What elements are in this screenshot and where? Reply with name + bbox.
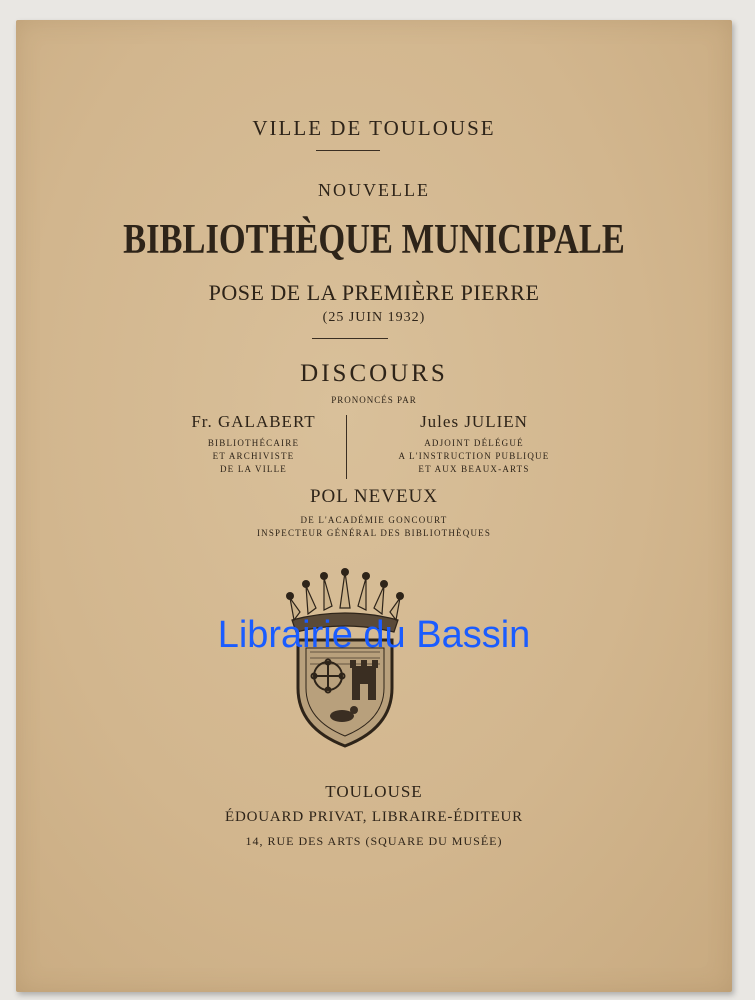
speaker-role-line: ET ARCHIVISTE	[212, 451, 295, 461]
speaker-name: Fr. GALABERT	[191, 412, 316, 431]
speaker-role-line: DE L'ACADÉMIE GONCOURT	[300, 515, 448, 525]
main-title: BIBLIOTHÈQUE MUNICIPALE	[123, 217, 625, 263]
header-rule	[316, 150, 380, 151]
speaker-role-line: A L'INSTRUCTION PUBLIQUE	[398, 451, 550, 461]
speaker-role-line: BIBLIOTHÉCAIRE	[207, 438, 300, 448]
speaker-galabert	[161, 412, 346, 476]
speaker-role-line: ADJOINT DÉLÉGUÉ	[424, 438, 524, 448]
speaker-role-line: DE LA VILLE	[219, 464, 288, 474]
speaker-role-line: INSPECTEUR GÉNÉRAL DES BIBLIOTHÈQUES	[256, 528, 492, 538]
column-divider	[346, 415, 347, 479]
book-cover	[16, 20, 732, 992]
publisher-address: 14, RUE DES ARTS (SQUARE DU MUSÉE)	[245, 834, 503, 848]
speaker-name: Jules JULIEN	[420, 412, 528, 431]
publisher-city: TOULOUSE	[325, 782, 423, 801]
city-header: VILLE DE TOULOUSE	[252, 116, 496, 140]
prononces-label: PRONONCÉS PAR	[331, 395, 417, 405]
event-title: POSE DE LA PREMIÈRE PIERRE	[208, 280, 540, 305]
discours-heading: DISCOURS	[300, 360, 448, 387]
toulouse-coat-of-arms-icon	[280, 568, 410, 748]
section-rule	[312, 338, 388, 339]
publisher-name: ÉDOUARD PRIVAT, LIBRAIRE-ÉDITEUR	[225, 809, 523, 825]
event-date: (25 JUIN 1932)	[322, 310, 426, 325]
speaker-julien	[374, 412, 574, 476]
watermark-text: Librairie du Bassin	[217, 614, 531, 656]
subtitle-nouvelle: NOUVELLE	[318, 180, 430, 200]
speaker-role-line: ET AUX BEAUX-ARTS	[418, 464, 530, 474]
speaker-neveux-role	[16, 514, 732, 540]
speaker-neveux-name: POL NEVEUX	[309, 486, 439, 507]
